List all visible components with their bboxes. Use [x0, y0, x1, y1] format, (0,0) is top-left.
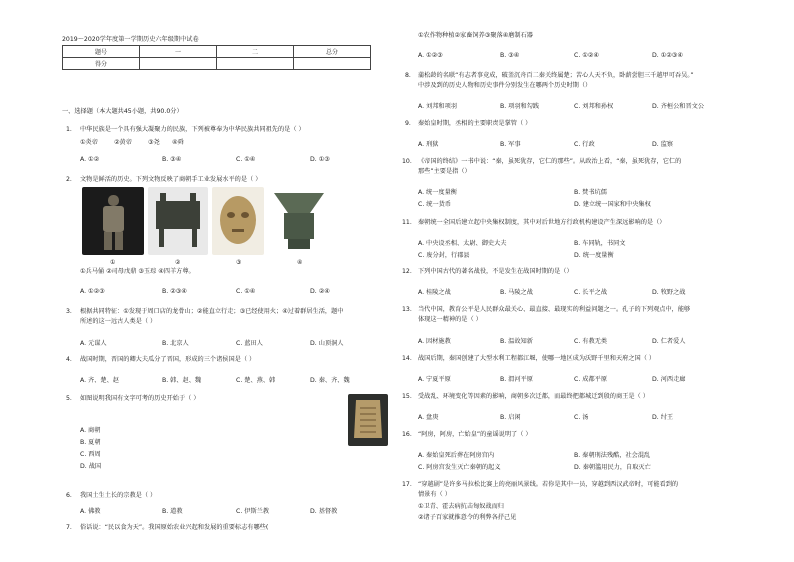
question-number: 9.: [405, 120, 411, 127]
question-stem: 蒲松龄的名联“有志者事竟成，破釜沉舟百二秦关终属楚；苦心人天不负，卧薪尝胆三千越甲可吞吴。”: [418, 72, 694, 79]
answer-option: C. ①④: [236, 156, 256, 163]
answer-option: B. 韩、赵、魏: [162, 377, 202, 384]
question-stem: 战国时期，晋国的卿大夫瓜分了晋国，形成的三个诸侯国是（ ）: [80, 356, 256, 363]
question-stem-continued: 中涉及到的历史人物和历史事件分别发生在哪两个历史时期（）: [418, 82, 592, 89]
statement-line: ②诸子百家就推意令的利弊各抒己见: [418, 514, 517, 521]
table-cell: 题号: [63, 46, 140, 58]
answer-option: A. 统一度量衡: [418, 189, 457, 196]
answer-option: D. 齐桓公和晋文公: [652, 103, 705, 110]
question-number: 6.: [66, 492, 72, 499]
answer-option: C. 成都平原: [574, 376, 608, 383]
answer-option: B. 焚书坑儒: [574, 189, 607, 196]
oracle-bone-image: [348, 394, 388, 446]
question-stem: “穿越剧”是许多马拉松比赛上的亮丽风景线。若你是其中一员，穿越到西汉武帝时，可能看到的: [418, 481, 679, 488]
answer-option: A. 桂陵之战: [418, 289, 451, 296]
answer-option: B. ③④: [500, 52, 520, 59]
image-caption: ④: [297, 259, 303, 266]
answer-option: D. 秦朝滥用民力，自取灭亡: [574, 464, 651, 471]
answer-option: C. 长平之战: [574, 289, 608, 296]
answer-option: C. 统一货币: [418, 201, 452, 208]
answer-option: A. 刑狱: [418, 141, 439, 148]
image-caption: ②: [175, 259, 181, 266]
sub-option: ④舜: [172, 139, 184, 146]
question-number: 2.: [66, 176, 72, 183]
question-stem: 根据共同特征：①发现于周口店的龙骨山；②能直立行走；③已经使用火；④过着群居生活，题中: [80, 308, 344, 315]
answer-option: A. ①②: [80, 156, 100, 163]
question-stem-continued: 情景有（ ）: [418, 491, 451, 498]
answer-option: A. 元谋人: [80, 340, 107, 347]
question-number: 16.: [402, 431, 412, 438]
question-stem-continued: 所述的这一远古人类是（ ）: [80, 318, 157, 325]
four-ram-zun-image: [268, 187, 330, 255]
answer-option: B. 马陵之战: [500, 289, 533, 296]
question-stem-continued: 那些”主要是指（）: [418, 168, 471, 175]
answer-option: B. ③④: [162, 156, 182, 163]
question-stem-continued: 体现这一精神的是（ ）: [418, 316, 482, 323]
answer-option: A. 中央设丞相、太尉、御史大夫: [418, 240, 507, 247]
answer-option: D. 监察: [652, 141, 674, 148]
question-number: 5.: [66, 395, 72, 402]
answer-option: D. 牧野之战: [652, 289, 686, 296]
answer-option: A. 秦始皇死后葬在阿房宫内: [418, 452, 495, 459]
question-stem: 中华民族是一个具有强大凝聚力的民族，下列被尊奉为中华民族共同祖先的是（ ）: [80, 126, 305, 133]
score-table-row: [63, 46, 371, 58]
answer-option: C. 伊斯兰教: [236, 508, 270, 515]
answer-option: C. 阿房宫发生灭亡秦朝的起义: [418, 464, 501, 471]
answer-option: D. ①②③④: [652, 52, 683, 59]
question-stem: 文物是鲜活的历史。下列文物反映了商朝手工业发展水平的是（ ）: [80, 176, 262, 183]
answer-option: B. 渭河平原: [500, 376, 533, 383]
exam-title: 2019～2020学年度第一学期历史六年级期中试卷: [62, 36, 199, 43]
answer-option: B. 车同轨，书同文: [574, 240, 626, 247]
question-stem: 当代中国，教育公平是人民群众最关心、最直接、最现实的利益问题之一。孔子的下列观点中，能够: [418, 306, 691, 313]
simuwu-ding-image: [148, 187, 208, 255]
answer-option: B. 道教: [162, 508, 183, 515]
question-extra: ①农作物种植②家畜饲养③聚落④磨制石器: [418, 32, 533, 39]
answer-option: A. 商朝: [80, 427, 101, 434]
answer-option: D. 建立统一国家和中央集权: [574, 201, 651, 208]
question-stem: 受战乱、环境变化等因素的影响，商朝多次迁都，而最终把都城迁到殷的商王是（ ）: [418, 393, 649, 400]
answer-option: C. 行政: [574, 141, 595, 148]
answer-option: B. 夏朝: [80, 439, 101, 446]
answer-option: D. ②④: [310, 288, 330, 295]
table-cell: [217, 58, 294, 70]
answer-option: D. ①③: [310, 156, 330, 163]
answer-option: A. ①②③: [418, 52, 443, 59]
answer-option: A. 佛教: [80, 508, 101, 515]
answer-option: C. 西周: [80, 451, 101, 458]
statement-line: ①卫青、霍去病抗击匈奴战而归: [418, 503, 504, 510]
answer-option: A. 因材施教: [418, 338, 451, 345]
question-number: 14.: [402, 355, 412, 362]
answer-option: D. 统一度量衡: [574, 252, 614, 259]
question-stem: 秦始皇时期，丞相的主要职责是掌管（ ）: [418, 120, 532, 127]
table-cell: 一: [140, 46, 217, 58]
answer-option: B. 启闲: [500, 414, 521, 421]
terracotta-warrior-image: [82, 187, 144, 255]
answer-option: D. 战国: [80, 463, 102, 470]
answer-option: C. 蓝田人: [236, 340, 263, 347]
answer-option: C. ①②④: [574, 52, 599, 59]
answer-option: D. 山顶洞人: [310, 340, 344, 347]
answer-option: A. 盘庚: [418, 414, 439, 421]
question-stem: 《帝国的终结》一书中说：“秦，虽死犹存，它仁的那些”。从政治上看，“秦，虽死犹存，它仁的: [418, 158, 682, 165]
answer-option: C. 刘邦和孙权: [574, 103, 614, 110]
question-stem: 战国后期，秦国创建了大型水利工程都江堰，使哪一地区成为沃野千里和天府之国（ ）: [418, 355, 656, 362]
table-cell: 得分: [63, 58, 140, 70]
question-extra: ①兵马俑 ②司母戊鼎 ③玉琮 ④四羊方尊。: [80, 268, 195, 275]
question-stem: 我国土生土长的宗教是（ ）: [80, 492, 157, 499]
table-cell: 总分: [294, 46, 371, 58]
answer-option: D. 仁者爱人: [652, 338, 686, 345]
answer-option: C. 有教无类: [574, 338, 608, 345]
question-number: 1.: [66, 126, 72, 133]
image-caption: ①: [110, 259, 116, 266]
question-stem: 如图说明我国有文字可考的历史开始于（ ）: [80, 395, 200, 402]
question-stem: 秦朝统一全国后建立起中央集权制度，其中对后世地方行政机构建设产生深远影响的是（）: [418, 219, 666, 226]
answer-option: C. 楚、燕、韩: [236, 377, 276, 384]
answer-option: B. ②③④: [162, 288, 187, 295]
answer-option: D. 河西走廊: [652, 376, 686, 383]
answer-option: C. 废分封，行郡县: [418, 252, 470, 259]
question-number: 3.: [66, 308, 72, 315]
answer-option: D. 纣王: [652, 414, 674, 421]
answer-option: A. ①②③: [80, 288, 105, 295]
answer-option: B. 北京人: [162, 340, 189, 347]
table-cell: 二: [217, 46, 294, 58]
image-caption: ③: [236, 259, 242, 266]
score-table: [62, 45, 371, 70]
answer-option: B. 温故知新: [500, 338, 533, 345]
question-number: 8.: [405, 72, 411, 79]
question-number: 17.: [402, 481, 412, 488]
table-cell: [294, 58, 371, 70]
question-number: 11.: [402, 219, 412, 226]
answer-option: C. ①④: [236, 288, 256, 295]
answer-option: A. 宁夏平原: [418, 376, 451, 383]
answer-option: A. 刘邦和项羽: [418, 103, 457, 110]
answer-option: D. 基督教: [310, 508, 338, 515]
question-stem: 俗话说：“民以食为天”。我国原始农业兴起和发展的重要标志有哪些(: [80, 524, 269, 531]
sub-option: ①炎帝: [80, 139, 98, 146]
question-number: 4.: [66, 356, 72, 363]
question-number: 13.: [402, 306, 412, 313]
question-number: 7.: [66, 524, 72, 531]
table-cell: [140, 58, 217, 70]
question-number: 15.: [402, 393, 412, 400]
question-stem: 下列中国古代的著名战役，不是发生在战国时期的是（）: [418, 268, 573, 275]
question-number: 12.: [402, 268, 412, 275]
answer-option: C. 汤: [574, 414, 589, 421]
sub-option: ③尧: [148, 139, 160, 146]
section-title: 一、选择题（本大题共45小题，共90.0分）: [62, 108, 183, 115]
question-stem: “阿房，阿房，亡始皇”的童谣说明了（ ）: [418, 431, 532, 438]
jade-mask-image: [212, 187, 264, 255]
answer-option: B. 项羽和勾践: [500, 103, 540, 110]
answer-option: B. 秦朝刑法残酷，社会混乱: [574, 452, 651, 459]
question-number: 10.: [402, 158, 412, 165]
sub-option: ②黄帝: [114, 139, 132, 146]
answer-option: D. 秦、齐、魏: [310, 377, 350, 384]
answer-option: A. 齐、楚、赵: [80, 377, 119, 384]
answer-option: B. 军事: [500, 141, 521, 148]
score-table-row: [63, 58, 371, 70]
